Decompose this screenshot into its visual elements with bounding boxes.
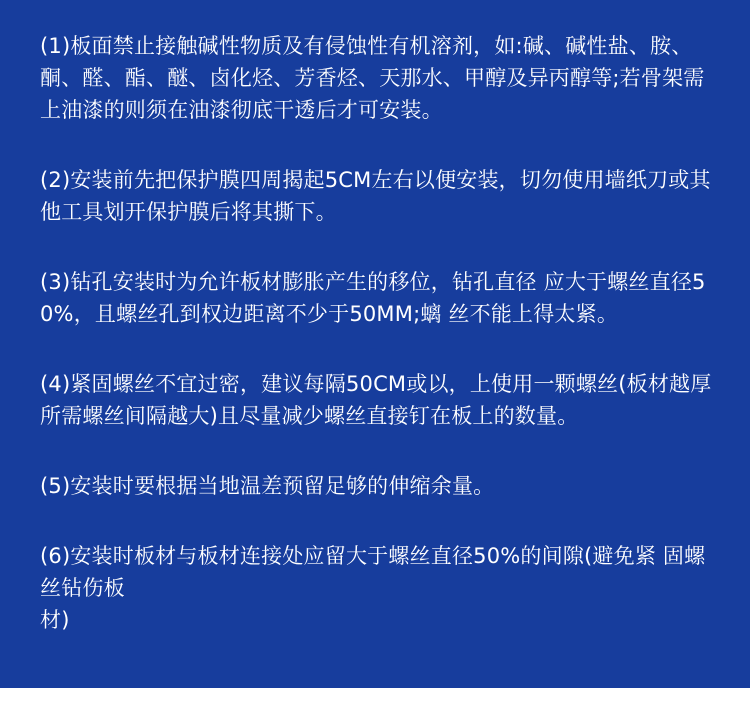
instruction-paragraph-5: (5)安装时要根据当地温差预留足够的伸缩余量。 <box>40 474 495 498</box>
instruction-paragraph-4: (4)紧固螺丝不宜过密，建议每隔50CM或以，上使用一颗螺丝(板材越厚所需螺丝间隔越大)且尽量减少螺丝直接钉在板上的数量。 <box>40 372 712 428</box>
instruction-paragraph-3: (3)钻孔安装时为允许板材膨胀产生的移位，钻孔直径 应大于螺丝直径50%，且螺丝孔到权边距离不少于50MM;螭 丝不能上得太紧。 <box>40 270 706 326</box>
instruction-paragraph-6: (6)安装时板材与板材连接处应留大于螺丝直径50%的间隙(避免紧 固螺丝钻伤板 材) <box>40 544 706 632</box>
instruction-paragraph-2: (2)安装前先把保护膜四周揭起5CM左右以便安装，切勿使用墙纸刀或其他工具划开保护膜后将其撕下。 <box>40 168 711 224</box>
instruction-paragraph-1: (1)板面禁止接触碱性物质及有侵蚀性有机溶剂，如:碱、碱性盐、胺、酮、醛、酯、醚、卤化烃、芳香烃、天那水、甲醇及异丙醇等;若骨架需上油漆的则须在油漆彻底干透后才可安装。 <box>40 34 705 122</box>
